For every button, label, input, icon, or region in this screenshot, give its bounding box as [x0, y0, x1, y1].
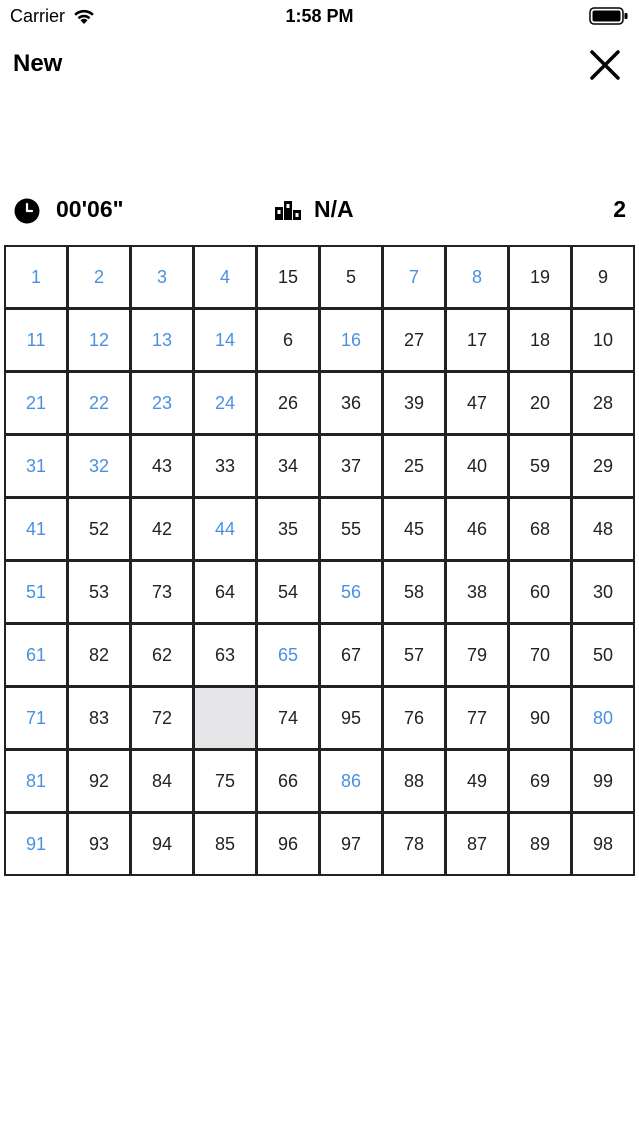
number-tile[interactable]: 31: [6, 436, 66, 496]
number-tile[interactable]: 26: [258, 373, 318, 433]
number-tile[interactable]: 2: [69, 247, 129, 307]
number-tile[interactable]: 8: [447, 247, 507, 307]
number-tile[interactable]: 65: [258, 625, 318, 685]
number-tile[interactable]: 22: [69, 373, 129, 433]
number-tile[interactable]: 44: [195, 499, 255, 559]
number-tile[interactable]: 71: [6, 688, 66, 748]
number-tile[interactable]: 73: [132, 562, 192, 622]
info-row: [0, 190, 639, 230]
number-tile[interactable]: 34: [258, 436, 318, 496]
number-tile[interactable]: 90: [510, 688, 570, 748]
number-tile[interactable]: 86: [321, 751, 381, 811]
number-tile[interactable]: 54: [258, 562, 318, 622]
number-tile[interactable]: 33: [195, 436, 255, 496]
number-tile[interactable]: 51: [6, 562, 66, 622]
number-tile[interactable]: 55: [321, 499, 381, 559]
number-tile[interactable]: 3: [132, 247, 192, 307]
number-tile[interactable]: 18: [510, 310, 570, 370]
number-tile[interactable]: 79: [447, 625, 507, 685]
number-tile[interactable]: 36: [321, 373, 381, 433]
number-tile[interactable]: 40: [447, 436, 507, 496]
number-tile[interactable]: 49: [447, 751, 507, 811]
number-tile[interactable]: 69: [510, 751, 570, 811]
number-tile[interactable]: 38: [447, 562, 507, 622]
number-tile[interactable]: 93: [69, 814, 129, 874]
number-tile[interactable]: 96: [258, 814, 318, 874]
number-tile[interactable]: 59: [510, 436, 570, 496]
number-tile[interactable]: 87: [447, 814, 507, 874]
battery-icon: [589, 7, 629, 25]
number-tile[interactable]: 97: [321, 814, 381, 874]
number-tile[interactable]: 94: [132, 814, 192, 874]
number-tile[interactable]: 39: [384, 373, 444, 433]
number-tile[interactable]: 24: [195, 373, 255, 433]
number-tile[interactable]: 47: [447, 373, 507, 433]
number-tile[interactable]: 63: [195, 625, 255, 685]
number-tile[interactable]: 62: [132, 625, 192, 685]
rank-value: N/A: [314, 196, 354, 222]
number-tile[interactable]: 9: [573, 247, 633, 307]
status-time: 1:58 PM: [285, 6, 354, 26]
number-tile[interactable]: 5: [321, 247, 381, 307]
close-icon[interactable]: [588, 48, 622, 82]
number-tile[interactable]: 30: [573, 562, 633, 622]
number-tile[interactable]: 46: [447, 499, 507, 559]
number-tile[interactable]: 13: [132, 310, 192, 370]
number-tile[interactable]: 56: [321, 562, 381, 622]
number-tile[interactable]: 75: [195, 751, 255, 811]
number-tile[interactable]: 50: [573, 625, 633, 685]
number-tile[interactable]: 67: [321, 625, 381, 685]
number-tile[interactable]: 84: [132, 751, 192, 811]
number-tile[interactable]: 10: [573, 310, 633, 370]
number-tile[interactable]: 68: [510, 499, 570, 559]
number-tile[interactable]: 72: [132, 688, 192, 748]
number-tile[interactable]: 82: [69, 625, 129, 685]
number-tile[interactable]: 58: [384, 562, 444, 622]
number-tile[interactable]: 52: [69, 499, 129, 559]
number-tile[interactable]: 85: [195, 814, 255, 874]
number-tile[interactable]: 83: [69, 688, 129, 748]
podium-icon: [275, 200, 301, 220]
number-tile[interactable]: 1: [6, 247, 66, 307]
empty-tile[interactable]: [195, 688, 255, 748]
number-tile[interactable]: 29: [573, 436, 633, 496]
number-tile[interactable]: 61: [6, 625, 66, 685]
number-tile[interactable]: 35: [258, 499, 318, 559]
number-tile[interactable]: 66: [258, 751, 318, 811]
number-tile[interactable]: 7: [384, 247, 444, 307]
number-tile[interactable]: 19: [510, 247, 570, 307]
number-tile[interactable]: 23: [132, 373, 192, 433]
number-tile[interactable]: 88: [384, 751, 444, 811]
puzzle-grid: [4, 245, 635, 876]
number-tile[interactable]: 17: [447, 310, 507, 370]
number-tile[interactable]: 4: [195, 247, 255, 307]
number-tile[interactable]: 64: [195, 562, 255, 622]
number-tile[interactable]: 41: [6, 499, 66, 559]
number-tile[interactable]: 99: [573, 751, 633, 811]
status-bar: [0, 0, 639, 34]
number-tile[interactable]: 91: [6, 814, 66, 874]
number-tile[interactable]: 37: [321, 436, 381, 496]
number-tile[interactable]: 14: [195, 310, 255, 370]
number-tile[interactable]: 11: [6, 310, 66, 370]
number-tile[interactable]: 89: [510, 814, 570, 874]
number-tile[interactable]: 42: [132, 499, 192, 559]
number-tile[interactable]: 43: [132, 436, 192, 496]
number-tile[interactable]: 27: [384, 310, 444, 370]
page-title: New: [13, 50, 63, 77]
number-tile[interactable]: 12: [69, 310, 129, 370]
number-tile[interactable]: 57: [384, 625, 444, 685]
carrier-label: Carrier: [10, 6, 66, 26]
number-tile[interactable]: 74: [258, 688, 318, 748]
clock-icon: [14, 198, 40, 224]
number-tile[interactable]: 77: [447, 688, 507, 748]
number-tile[interactable]: 80: [573, 688, 633, 748]
number-tile[interactable]: 28: [573, 373, 633, 433]
number-tile[interactable]: 98: [573, 814, 633, 874]
number-tile[interactable]: 25: [384, 436, 444, 496]
number-tile[interactable]: 45: [384, 499, 444, 559]
number-tile[interactable]: 53: [69, 562, 129, 622]
number-tile[interactable]: 15: [258, 247, 318, 307]
number-tile[interactable]: 81: [6, 751, 66, 811]
timer-value: 00'06": [56, 196, 124, 222]
number-tile[interactable]: 48: [573, 499, 633, 559]
number-tile[interactable]: 78: [384, 814, 444, 874]
number-tile[interactable]: 92: [69, 751, 129, 811]
number-tile[interactable]: 32: [69, 436, 129, 496]
number-tile[interactable]: 20: [510, 373, 570, 433]
number-tile[interactable]: 16: [321, 310, 381, 370]
number-tile[interactable]: 60: [510, 562, 570, 622]
number-tile[interactable]: 95: [321, 688, 381, 748]
moves-count: 2: [613, 196, 626, 222]
number-tile[interactable]: 21: [6, 373, 66, 433]
number-tile[interactable]: 76: [384, 688, 444, 748]
number-tile[interactable]: 70: [510, 625, 570, 685]
number-tile[interactable]: 6: [258, 310, 318, 370]
